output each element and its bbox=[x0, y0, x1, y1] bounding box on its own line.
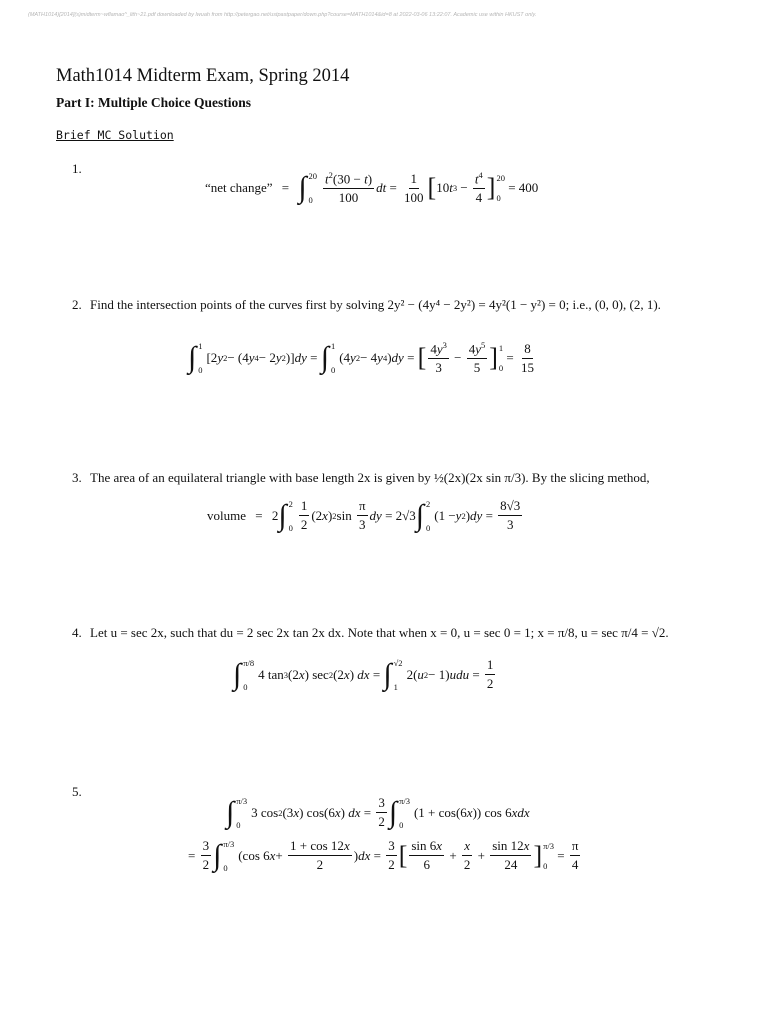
watermark: (MATH1014)[2014](s)midterm~wflamao^_lith~21.pdf downloaded by lwuah from http://petergao.net/ustpastpaper/down.php?course=MATH1014&id=8 at 2022-03-06 13:22:07. Academic use within HKUST only. bbox=[28, 12, 537, 18]
question-text-2: Find the intersection points of the curves first by solving 2y² − (4y⁴ − 2y²) = 4y²(1 − y²) = 0; i.e., (0, 0), (2, 1). bbox=[90, 297, 661, 312]
volume-label: volume bbox=[207, 507, 246, 523]
equation-q1: “net change” = ∫ 20 0 $\frac{t^2(30 - t)}{100}$ dt = $\frac{1}{100}$ [ 10 t 3 − $\frac{t^4}{4}$ ] 20 0 = 400 bbox=[205, 170, 539, 206]
exam-title: Math1014 Midterm Exam, Spring 2014 bbox=[56, 66, 350, 86]
equation-q2: ∫ 1 0 [2 y 2 − (4 y 4 − 2 y 2 )] dy = ∫ 1 0 (4 y 2 − 4 y 4 ) dy = [ $\frac{4y^3}{3}$ − $\frac{4y^5}{5}$ ] 1 0 = $\frac{8}{15}$ bbox=[188, 340, 534, 376]
question-text-3: The area of an equilateral triangle with base length 2x is given by ½(2x)(2x sin π/3). By the slicing method, bbox=[90, 470, 650, 485]
net-change-label: “net change” bbox=[205, 180, 273, 196]
solution-heading: Brief MC Solution bbox=[56, 128, 174, 142]
question-number-3: 3. bbox=[72, 470, 82, 485]
question-number-2: 2. bbox=[72, 297, 82, 312]
equation-q5-line2: = $\frac{3}{2}$ ∫ π/3 0 (cos 6 x + $\frac{1 + \cos 12x}{2}$ ) dx = $\frac{3}{2}$ [ $\frac{\sin 6x}{6}$ + $\frac{x}{2}$ + $\frac{\sin 12x}{24}$ ] π/3 0 = $\frac{\pi}{4}$ bbox=[188, 838, 579, 873]
equation-q4: ∫ π/8 0 4 tan 3 (2 x ) sec 2 (2 x ) dx = ∫ √2 1 2( u 2 − 1) udu = $\frac{1}{2}$ bbox=[233, 657, 494, 692]
equation-q5-line1: ∫ π/3 0 3 cos 2 (3 x ) cos(6 x ) dx = $\frac{3}{2}$ ∫ π/3 0 (1 + cos(6 x )) cos 6 xdx bbox=[226, 795, 530, 830]
question-number-5: 5. bbox=[72, 784, 82, 799]
question-number-4: 4. bbox=[72, 625, 82, 640]
equation-q3: volume = 2 ∫ 2 0 $\frac{1}{2}$ (2 x ) 2 sin $\frac{\pi}{3}$ dy = 2√3 ∫ 2 0 (1 − y 2 ) dy = $\frac{8√3}{3}$ bbox=[207, 498, 521, 533]
part-title: Part I: Multiple Choice Questions bbox=[56, 95, 251, 110]
question-number-1: 1. bbox=[72, 161, 82, 176]
question-text-4: Let u = sec 2x, such that du = 2 sec 2x tan 2x dx. Note that when x = 0, u = sec 0 = 1; x = π/8, u = sec π/4 = √2. bbox=[90, 625, 669, 640]
